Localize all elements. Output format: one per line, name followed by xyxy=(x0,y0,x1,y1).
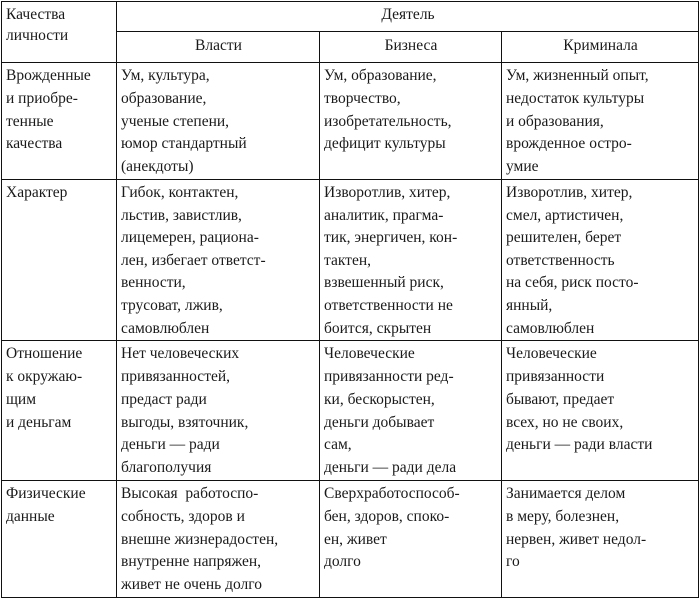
cell-line: Гибок, контактен, xyxy=(121,184,239,202)
cell-line: самовлюблен xyxy=(506,319,595,337)
cell-line: деньги — ради xyxy=(121,436,220,454)
cell-line: привязанности ред- xyxy=(324,368,454,386)
cell-line: льстив, завистлив, xyxy=(121,206,242,224)
cell-line: щим xyxy=(6,390,37,408)
cell-line: внутренне напряжен, xyxy=(121,553,261,571)
cell-line: Ум, культура, xyxy=(121,67,210,85)
cell-line: врожденное остро- xyxy=(506,135,632,153)
column-header-criminal: Криминала xyxy=(502,32,699,63)
cell-line: недостаток культуры xyxy=(506,89,645,107)
cell-line: всех, но не своих, xyxy=(506,413,624,431)
cell-line: долго xyxy=(324,553,361,571)
cell-line: Занимается делом xyxy=(506,485,626,503)
cell-line: тактен, xyxy=(324,251,371,269)
cell-line: Сверхработоспособ- xyxy=(324,485,460,503)
cell-line: Ум, образование, xyxy=(324,67,437,85)
cell-line: го xyxy=(506,553,520,571)
table-row xyxy=(2,481,699,598)
table-row xyxy=(2,341,699,481)
cell-line: деньги добывает xyxy=(324,413,435,431)
cell-line: Физические xyxy=(6,485,86,503)
cell-physical-criminal xyxy=(502,481,699,598)
cell-line: привязанности xyxy=(506,368,605,386)
cell-line: благополучия xyxy=(121,459,212,477)
cell-line: бывают, предает xyxy=(506,390,615,408)
cell-line: лен, избегает ответст- xyxy=(121,251,266,269)
cell-line: ки, бескорыстен, xyxy=(324,390,435,408)
cell-line: ученые степени, xyxy=(121,112,230,130)
cell-line: Врожденные xyxy=(6,67,91,85)
cell-relation-power xyxy=(117,341,320,481)
cell-physical-power xyxy=(117,481,320,598)
header-quality-cell xyxy=(2,2,117,63)
table-row xyxy=(2,180,699,341)
row-label-born xyxy=(2,63,117,180)
cell-line: бен, здоров, споко- xyxy=(324,507,450,525)
cell-line: живет не очень долго xyxy=(121,576,262,594)
cell-line: Человеческие xyxy=(506,345,597,363)
cell-line: Высокая работоспо- xyxy=(121,485,259,503)
cell-line: самовлюблен xyxy=(121,319,210,337)
table-row xyxy=(2,63,699,180)
cell-line: нервен, живет недол- xyxy=(506,530,647,548)
cell-line: деньги — ради дела xyxy=(324,459,457,477)
cell-line: янный, xyxy=(506,297,553,315)
cell-line: (анекдоты) xyxy=(121,158,194,176)
cell-line: умие xyxy=(506,158,539,176)
cell-line: в меру, болезнен, xyxy=(506,507,620,525)
row-label-relation xyxy=(2,341,117,481)
cell-line: ен, живет xyxy=(324,530,387,548)
row-label-physical xyxy=(2,481,117,598)
cell-born-business xyxy=(320,63,502,180)
cell-born-power xyxy=(117,63,320,180)
column-header-power: Власти xyxy=(117,32,320,63)
cell-character-business xyxy=(320,180,502,341)
row-label-character xyxy=(2,180,117,341)
cell-line: ответственности не xyxy=(324,297,453,315)
cell-line: выгоды, взяточник, xyxy=(121,413,249,431)
cell-line: боится, скрытен xyxy=(324,319,432,337)
cell-line: тенные xyxy=(6,112,54,130)
cell-line: взвешенный риск, xyxy=(324,274,444,292)
cell-line: венности, xyxy=(121,274,186,292)
cell-line: Отношение xyxy=(6,345,83,363)
cell-born-criminal xyxy=(502,63,699,180)
cell-line: Изворотлив, хитер, xyxy=(506,184,633,202)
cell-line: и приобре- xyxy=(6,89,78,107)
header-quality-line: личности xyxy=(6,27,69,44)
cell-character-criminal xyxy=(502,180,699,341)
cell-line: и деньгам xyxy=(6,413,72,431)
cell-line: Нет человеческих xyxy=(121,345,240,363)
cell-line: данные xyxy=(6,507,55,525)
cell-line: тик, энергичен, кон- xyxy=(324,229,458,247)
cell-line: решителен, берет xyxy=(506,229,622,247)
cell-line: сам, xyxy=(324,436,352,454)
cell-line: ответственность xyxy=(506,251,615,269)
cell-line: предаст ради xyxy=(121,390,207,408)
cell-line: и образования, xyxy=(506,112,604,130)
cell-line: образование, xyxy=(121,89,207,107)
cell-physical-business xyxy=(320,481,502,598)
cell-line: на себя, риск посто- xyxy=(506,274,639,292)
cell-line: дефицит культуры xyxy=(324,135,446,153)
cell-line: аналитик, прагма- xyxy=(324,206,444,224)
header-actor-cell: Деятель xyxy=(117,2,699,32)
cell-line: изобретательность, xyxy=(324,112,452,130)
cell-line: трусоват, лжив, xyxy=(121,297,223,315)
qualities-table xyxy=(1,1,699,598)
cell-line: внешне жизнерадостен, xyxy=(121,530,279,548)
cell-line: деньги — ради власти xyxy=(506,436,653,454)
column-header-business: Бизнеса xyxy=(320,32,502,63)
cell-line: Изворотлив, хитер, xyxy=(324,184,451,202)
header-quality-line: Качества xyxy=(6,6,66,23)
cell-line: к окружаю- xyxy=(6,368,83,386)
cell-relation-criminal xyxy=(502,341,699,481)
cell-line: качества xyxy=(6,135,63,153)
cell-line: привязанностей, xyxy=(121,368,231,386)
cell-line: лицемерен, рациона- xyxy=(121,229,259,247)
cell-line: творчество, xyxy=(324,89,401,107)
cell-line: юмор стандартный xyxy=(121,135,247,153)
cell-line: Человеческие xyxy=(324,345,415,363)
cell-relation-business xyxy=(320,341,502,481)
cell-line: собность, здоров и xyxy=(121,507,245,525)
cell-line: Ум, жизненный опыт, xyxy=(506,67,649,85)
cell-character-power xyxy=(117,180,320,341)
cell-line: Характер xyxy=(6,184,68,202)
cell-line: смел, артистичен, xyxy=(506,206,624,224)
